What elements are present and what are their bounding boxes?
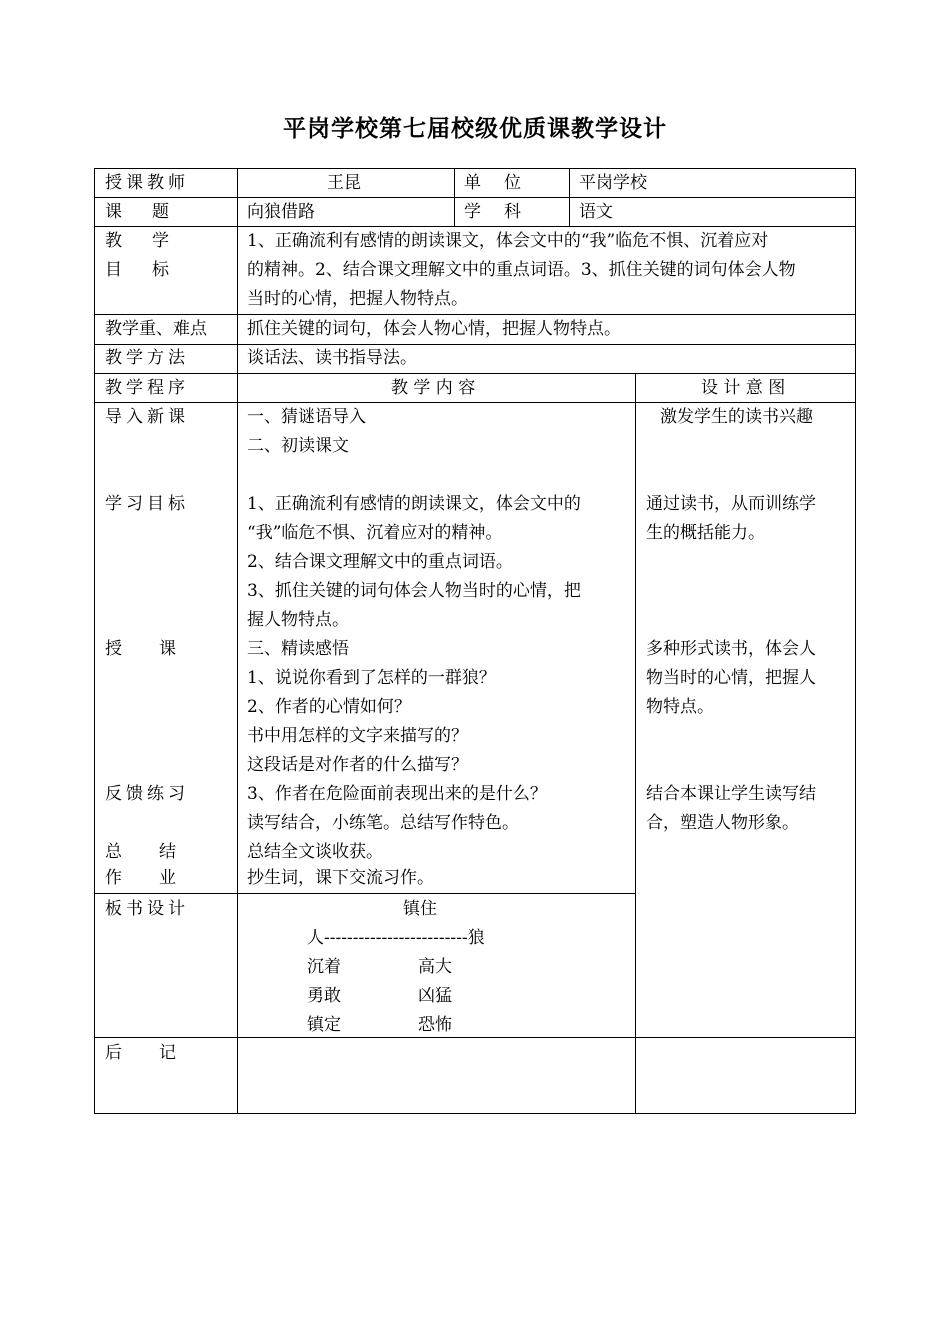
teach-intent: 物当时的心情，把握人 <box>646 668 816 688</box>
column-divider <box>237 169 238 1114</box>
feedback-intent: 合，塑造人物形象。 <box>646 813 799 833</box>
subject-label-2: 科 <box>504 202 521 222</box>
teach-step: 书中用怎样的文字来描写的？ <box>247 726 468 746</box>
keypoints-label: 教学重、难点 <box>105 319 207 339</box>
summary-label-2: 结 <box>159 842 176 862</box>
topic-label-2: 题 <box>152 202 169 222</box>
row-divider <box>95 893 635 894</box>
board-right-word: 恐怖 <box>418 1015 452 1035</box>
goals-label-2a: 目 <box>105 260 122 280</box>
goal-label: 学习目标 <box>105 494 189 514</box>
teach-label-2: 课 <box>159 639 176 659</box>
afterword-label-1: 后 <box>105 1043 122 1063</box>
homework-label-2: 业 <box>159 868 176 888</box>
lesson-plan-table <box>94 168 856 1114</box>
intro-step: 二、初读课文 <box>247 436 349 456</box>
topic-label-1: 课 <box>105 202 122 222</box>
board-label: 板书设计 <box>105 899 189 919</box>
process-header-intent: 设 计 意 图 <box>701 378 786 398</box>
goals-text-line: 的精神。2、结合课文理解文中的重点词语。3、抓住关键的词句体会人物 <box>247 260 796 280</box>
column-divider <box>569 169 570 227</box>
process-header-procedure: 教学程序 <box>105 378 189 398</box>
intro-label: 导入新课 <box>105 407 189 427</box>
subject-value: 语文 <box>579 202 613 222</box>
board-right-word: 凶猛 <box>418 986 452 1006</box>
board-left-word: 勇敢 <box>307 986 341 1006</box>
board-top-word: 镇住 <box>403 899 437 919</box>
goal-step: 2、结合课文理解文中的重点词语。 <box>247 552 513 572</box>
board-left-word: 镇定 <box>307 1015 341 1035</box>
column-divider <box>635 373 636 1114</box>
intro-intent: 激发学生的读书兴趣 <box>660 407 813 427</box>
afterword-label-2: 记 <box>159 1043 176 1063</box>
unit-label-1: 单 <box>464 173 481 193</box>
goals-label-1a: 教 <box>105 231 122 251</box>
teach-step: 三、精读感悟 <box>247 639 349 659</box>
board-left-word: 沉着 <box>307 957 341 977</box>
teach-step: 1、说说你看到了怎样的一群狼？ <box>247 668 496 688</box>
feedback-step: 读写结合，小练笔。总结写作特色。 <box>247 813 519 833</box>
feedback-label: 反馈练习 <box>105 784 189 804</box>
process-header-content: 教 学 内 容 <box>391 378 476 398</box>
intro-step: 一、猜谜语导入 <box>247 407 366 427</box>
goals-text-line: 1、正确流利有感情的朗读课文，体会文中的“我”临危不惧、沉着应对 <box>247 231 769 251</box>
teach-intent: 多种形式读书，体会人 <box>646 639 816 659</box>
unit-value: 平岗学校 <box>579 173 647 193</box>
method-label: 教学方法 <box>105 348 189 368</box>
teach-step: 2、作者的心情如何？ <box>247 697 411 717</box>
board-line: 人-------------------------狼 <box>307 928 485 948</box>
keypoints-text: 抓住关键的词句，体会人物心情，把握人物特点。 <box>247 319 621 339</box>
goals-text-line: 当时的心情，把握人物特点。 <box>247 289 468 309</box>
goal-step: 3、抓住关键的词句体会人物当时的心情，把 <box>247 581 581 601</box>
feedback-intent: 结合本课让学生读写结 <box>646 784 816 804</box>
teacher-name: 王昆 <box>327 173 361 193</box>
teacher-label: 授课教师 <box>105 173 189 193</box>
page-title: 平岗学校第七届校级优质课教学设计 <box>283 115 667 142</box>
topic-value: 向狼借路 <box>247 202 315 222</box>
unit-label-2: 位 <box>504 173 521 193</box>
column-divider <box>454 169 455 227</box>
goal-intent: 生的概括能力。 <box>646 523 765 543</box>
homework-text: 抄生词，课下交流习作。 <box>247 868 434 888</box>
goal-step: 握人物特点。 <box>247 610 349 630</box>
goals-label-2b: 标 <box>152 260 169 280</box>
board-right-word: 高大 <box>418 957 452 977</box>
summary-label-1: 总 <box>105 842 122 862</box>
feedback-step: 3、作者在危险面前表现出来的是什么？ <box>247 784 547 804</box>
goal-step: “我”临危不惧、沉着应对的精神。 <box>247 523 503 543</box>
homework-label-1: 作 <box>105 868 122 888</box>
row-divider <box>95 1037 855 1038</box>
goals-label-1b: 学 <box>152 231 169 251</box>
teach-step: 这段话是对作者的什么描写？ <box>247 755 468 775</box>
row-divider <box>95 344 855 345</box>
teach-intent: 物特点。 <box>646 697 714 717</box>
goal-step: 1、正确流利有感情的朗读课文，体会文中的 <box>247 494 581 514</box>
subject-label-1: 学 <box>464 202 481 222</box>
method-text: 谈话法、读书指导法。 <box>247 348 417 368</box>
summary-text: 总结全文谈收获。 <box>247 842 383 862</box>
teach-label-1: 授 <box>105 639 122 659</box>
goal-intent: 通过读书，从而训练学 <box>646 494 816 514</box>
